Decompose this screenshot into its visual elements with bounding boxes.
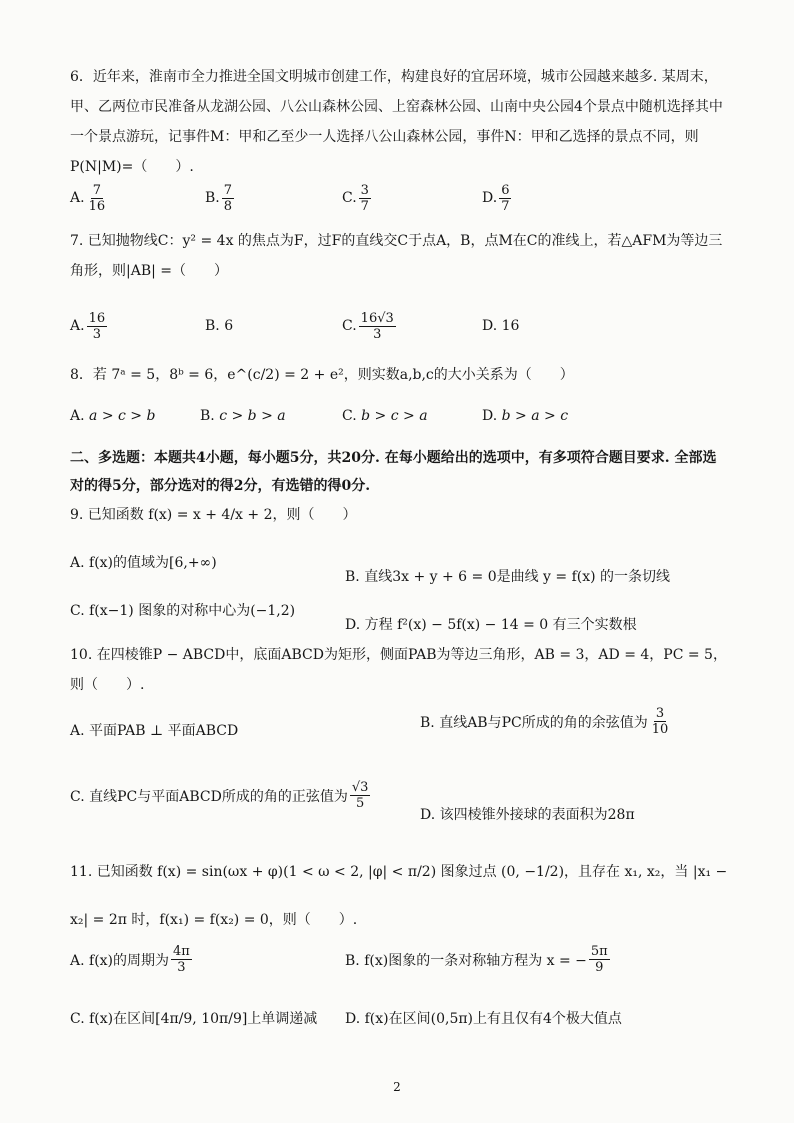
q8-option-a: A. a > c > b — [70, 408, 156, 424]
question-9-text: 9. 已知函数 f(x) = x + 4/x + 2，则（ ） — [70, 507, 357, 523]
question-7-options — [70, 308, 730, 344]
q7-option-d: D. 16 — [482, 318, 520, 334]
q10-option-d: D. 该四棱锥外接球的表面积为28π — [420, 807, 635, 823]
question-7-text: 7. 已知抛物线C：y² = 4x 的焦点为F，过F的直线交C于点A，B，点M在C的准线上，若△AFM为等边三角形，则|AB| =（ ） — [70, 233, 723, 279]
q8-option-d: D. b > a > c — [482, 408, 569, 424]
q9-option-a: A. f(x)的值域为[6,+∞) — [70, 555, 217, 571]
q10-option-b: B. 直线AB与PC所成的角的余弦值为 $\frac{3}{10}$ — [420, 706, 669, 737]
q8-option-b: B. c > b > a — [200, 408, 286, 424]
question-10-text: 10. 在四棱锥P − ABCD中，底面ABCD为矩形，侧面PAB为等边三角形，AB = 3，AD = 4，PC = 5，则（ ）. — [70, 647, 727, 693]
q6-option-c: C. $\frac{3}{7}$ — [342, 182, 369, 214]
q10-option-c: C. 直线PC与平面ABCD所成的角的正弦值为 $\frac{√3}{5}$ — [70, 780, 369, 811]
q6-option-d: D. $\frac{6}{7}$ — [482, 182, 510, 214]
question-11-text: 11. 已知函数 f(x) = sin(ωx + φ)(1 < ω < 2, |φ| < π/2) 图象过点 (0, −1/2)，且存在 x₁, x₂，当 |x₁ − x₂| = 2π 时，f(x₁) = f(x₂) = 0，则（ ）. — [70, 864, 728, 928]
q6-option-a: A. $\frac{7}{16}$ — [70, 182, 106, 214]
page-number: 2 — [393, 1080, 401, 1094]
section-2-heading: 二、多选题：本题共4小题，每小题5分，共20分. 在每小题给出的选项中，有多项符合题目要求. 全部选对的得5分，部分选对的得2分，有选错的得0分. — [70, 450, 717, 494]
q6-option-b: B. $\frac{7}{8}$ — [205, 182, 233, 214]
q11-option-c: C. f(x)在区间[4π/9, 10π/9]上单调递减 — [70, 1011, 318, 1027]
q9-option-d: D. 方程 f²(x) − 5f(x) − 14 = 0 有三个实数根 — [345, 617, 637, 633]
q7-option-c: C. $\frac{16√3}{3}$ — [342, 310, 394, 342]
q7-option-a: A. $\frac{16}{3}$ — [70, 310, 106, 342]
q8-option-c: C. b > c > a — [342, 408, 428, 424]
q9-option-c: C. f(x−1) 图象的对称中心为(−1,2) — [70, 603, 296, 619]
question-8-options — [70, 398, 730, 434]
question-6-text: 6．近年来，淮南市全力推进全国文明城市创建工作，构建良好的宜居环境，城市公园越来越多. 某周末，甲、乙两位市民准备从龙湖公园、八公山森林公园、上窑森林公园、山南中央公园4个景点中随机选择其中一个景点游玩，记事件M：甲和乙至少一人选择八公山森林公园，事件N：甲和乙选择的景点不同，则P(N|M)=（ ）. — [70, 69, 723, 175]
q11-option-d: D. f(x)在区间(0,5π)上有且仅有4个极大值点 — [345, 1011, 622, 1027]
q9-option-b: B. 直线3x + y + 6 = 0是曲线 y = f(x) 的一条切线 — [345, 569, 671, 585]
q11-option-a: A. f(x)的周期为 $\frac{4\pi}{3}$ — [70, 944, 190, 975]
q11-option-b: B. f(x)图象的一条对称轴方程为 x = − $\frac{5\pi}{9}$ — [345, 944, 608, 975]
q7-option-b: B. 6 — [205, 318, 234, 334]
question-6-options — [70, 180, 730, 216]
q10-option-a: A. 平面PAB ⊥ 平面ABCD — [70, 723, 239, 739]
question-8-text: 8．若 7ᵃ = 5，8ᵇ = 6，e^(c/2) = 2 + e²，则实数a,b,c的大小关系为（ ） — [70, 367, 574, 383]
